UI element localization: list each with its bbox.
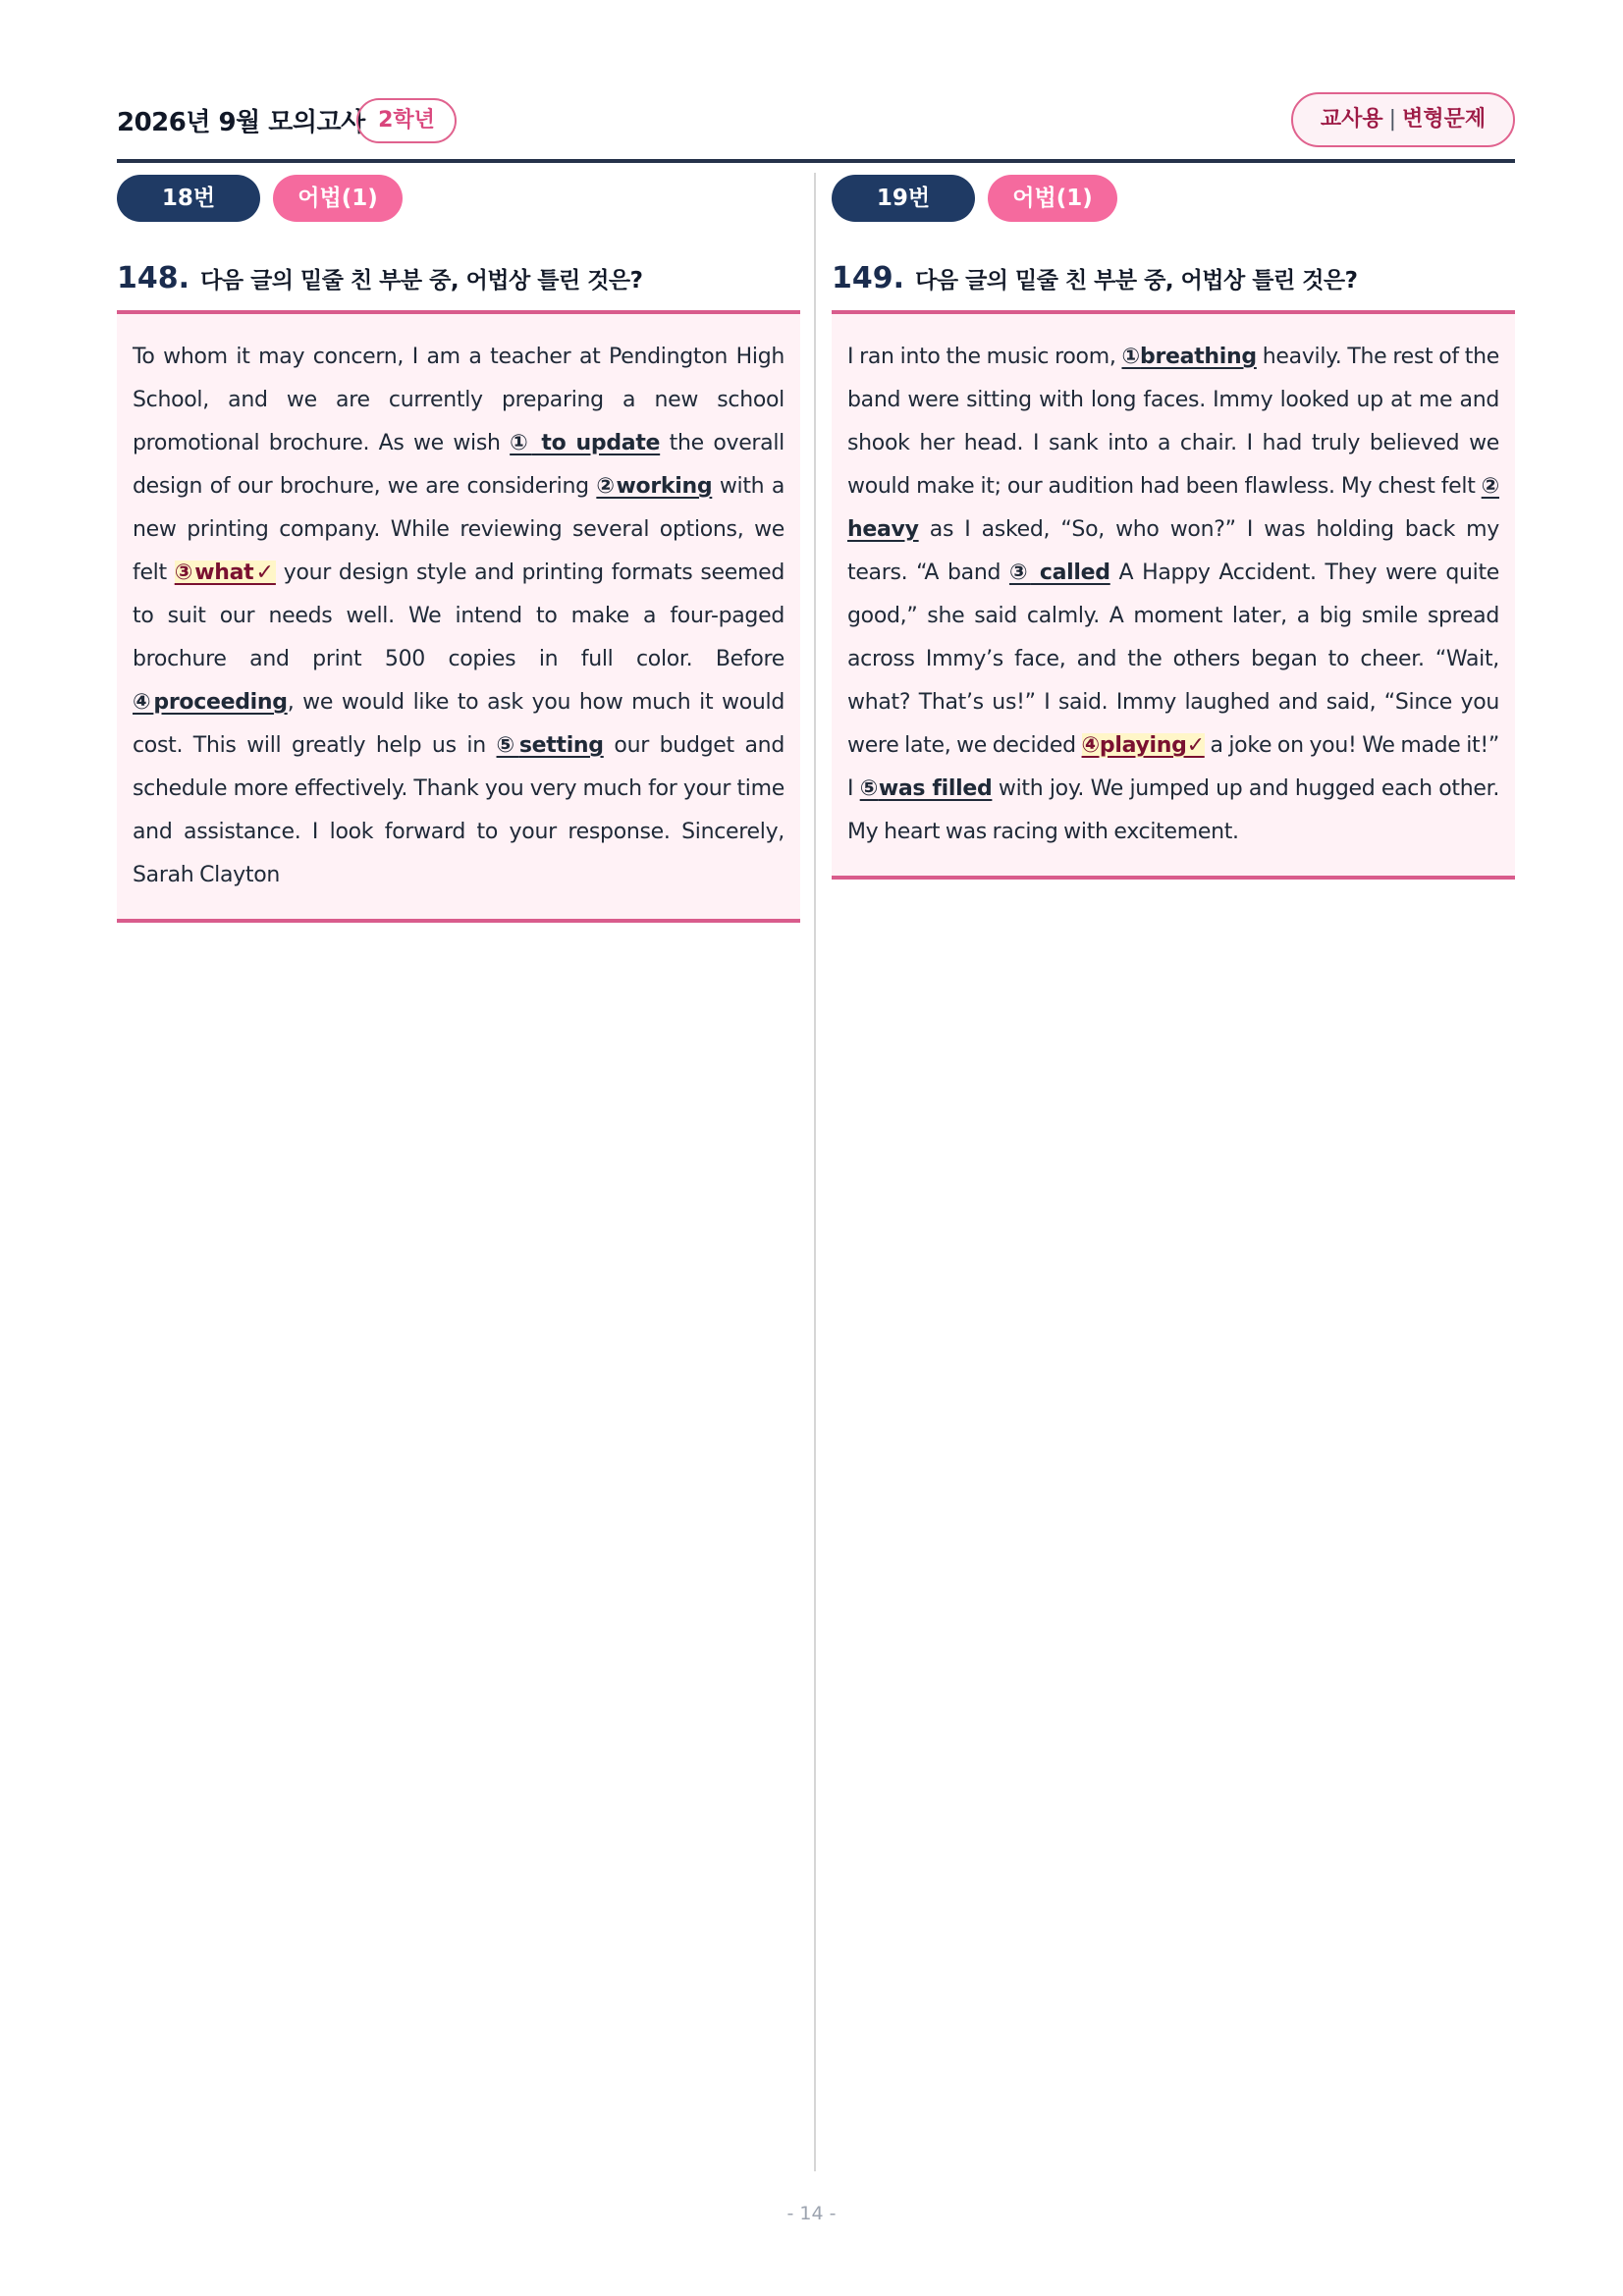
choice-number: ⑤ bbox=[859, 776, 879, 801]
exam-title: 2026년 9월 모의고사 bbox=[117, 108, 365, 137]
choice-1 bbox=[510, 431, 660, 455]
choice-1 bbox=[1121, 345, 1256, 369]
choice-word: to update bbox=[531, 431, 661, 455]
passage-text: heavily. The rest of the band were sitting with long faces. Immy looked up at me and shook her head. I sank into a chair. I had truly believed we would make it; our audition had been flawless. My chest felt bbox=[847, 345, 1500, 499]
source-number-tag: 19번 bbox=[832, 175, 975, 222]
passage-text: a joke on you! We made it!” I bbox=[847, 733, 1499, 801]
choice-number: ① bbox=[1121, 345, 1141, 369]
choice-word: called bbox=[1030, 561, 1110, 585]
question-tags bbox=[832, 175, 1515, 222]
passage-text: the overall design of our brochure, we are considering bbox=[133, 431, 784, 499]
choice-3 bbox=[1009, 561, 1110, 585]
page-number: - 14 - bbox=[786, 2203, 837, 2224]
choice-5 bbox=[497, 733, 604, 758]
passage-text: , we would like to ask you how much it would cost. This will greatly help us in bbox=[133, 690, 784, 758]
question-text: 다음 글의 밑줄 친 부분 중, 어법상 틀린 것은? bbox=[915, 268, 1358, 294]
passage-text: our budget and schedule more effectively. Thank you very much for your time and assistance. I look forward to your response. Sincerely, Sarah Clayton bbox=[133, 733, 784, 887]
column-divider bbox=[814, 173, 816, 2171]
choice-number: ⑤ bbox=[496, 733, 519, 758]
question-number: 149. bbox=[832, 261, 905, 295]
passage-box bbox=[832, 314, 1515, 880]
choice-word: setting bbox=[518, 733, 604, 758]
choice-5 bbox=[860, 776, 993, 801]
choice-number: ① bbox=[510, 431, 532, 455]
choice-word: was filled bbox=[878, 776, 993, 801]
role-label: 교사용 bbox=[1320, 107, 1383, 132]
passage-text: To whom it may concern, I am a teacher at Pendington High School, and we are currently preparing a new school promotional brochure. As we wish bbox=[133, 345, 784, 455]
category-tag: 어법(1) bbox=[988, 175, 1117, 222]
choice-word: breathing bbox=[1140, 345, 1257, 369]
choice-number: ② bbox=[1481, 474, 1499, 499]
passage-text: as I asked, “So, who won?” I was holding back my tears. “A band bbox=[847, 517, 1499, 585]
page-header bbox=[117, 94, 1515, 163]
question-heading bbox=[117, 261, 800, 314]
category-tag: 어법(1) bbox=[273, 175, 403, 222]
choice-2 bbox=[596, 474, 712, 499]
passage-text: I ran into the music room, bbox=[847, 345, 1122, 369]
question-148-column bbox=[117, 175, 800, 923]
passage-text: A Happy Accident. They were quite good,” she said calmly. A moment later, a big smile spread across Immy’s face, and the others began to cheer. “Wait, what? That’s us!” I said. Immy laughed and said, “Since you were late, we decided bbox=[847, 561, 1500, 758]
answer-choice-3: ③what✓ bbox=[174, 561, 276, 585]
question-text: 다음 글의 밑줄 친 부분 중, 어법상 틀린 것은? bbox=[200, 268, 643, 294]
passage-text: with joy. We jumped up and hugged each other. My heart was racing with excitement. bbox=[847, 776, 1500, 844]
answer-choice-4: ④playing✓ bbox=[1081, 733, 1205, 758]
passage-text: your design style and printing formats seemed to suit our needs well. We intend to make a four-paged brochure and print 500 copies in full color. Before bbox=[133, 561, 784, 671]
source-number-tag: 18번 bbox=[117, 175, 260, 222]
choice-word: heavy bbox=[847, 517, 919, 542]
teacher-version-badge bbox=[1291, 92, 1515, 147]
kind-label: 변형문제 bbox=[1402, 107, 1487, 132]
badge-separator: | bbox=[1388, 107, 1397, 132]
choice-word: proceeding bbox=[153, 690, 288, 715]
passage-text: with a new printing company. While reviewing several options, we felt bbox=[133, 474, 785, 585]
question-tags bbox=[117, 175, 800, 222]
choice-4 bbox=[133, 690, 288, 715]
question-heading bbox=[832, 261, 1515, 314]
question-number: 148. bbox=[117, 261, 190, 295]
choice-number: ③ bbox=[1008, 561, 1031, 585]
passage-box bbox=[117, 314, 800, 923]
choice-number: ② bbox=[596, 474, 617, 499]
question-149-column bbox=[832, 175, 1515, 880]
choice-word: working bbox=[616, 474, 713, 499]
grade-badge: 2학년 bbox=[356, 98, 457, 143]
choice-number: ④ bbox=[133, 690, 154, 715]
